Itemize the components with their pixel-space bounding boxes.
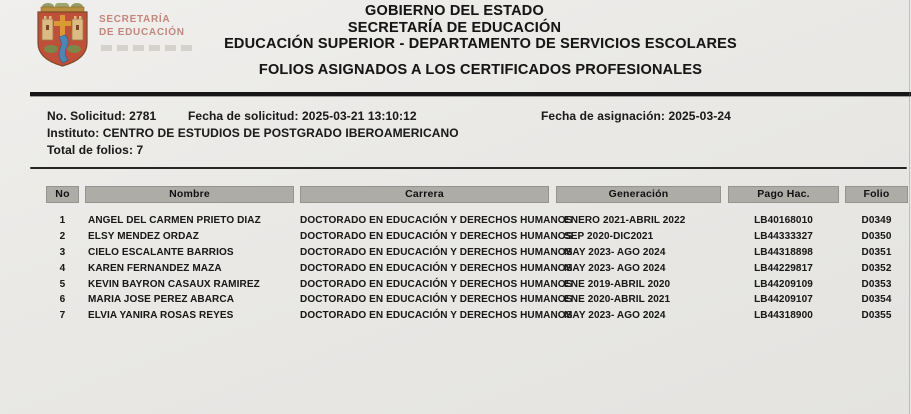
header-line-secretaria: SECRETARÍA DE EDUCACIÓN [347,19,562,36]
total-folios-value: 7 [136,143,144,157]
column-header-carrera: Carrera [300,186,549,203]
solicitud-value: 2781 [129,109,157,123]
column-header-no: No [46,186,79,203]
table-header-row [46,186,908,203]
cell-generacion: ENE 2020-ABRIL 2021 [564,294,671,306]
cell-generacion: MAY 2023- AGO 2024 [564,310,666,322]
cell-nombre: KAREN FERNANDEZ MAZA [88,262,222,274]
fecha-asignacion [541,109,731,123]
cell-carrera: DOCTORADO EN EDUCACIÓN Y DERECHOS HUMANOS [300,246,573,258]
cell-no: 6 [59,294,66,306]
cell-no: 5 [59,278,66,290]
cell-no: 7 [59,310,66,322]
cell-folio: D0349 [861,215,892,226]
logo-line2: DE EDUCACIÓN [99,27,185,38]
cell-folio: D0354 [861,294,892,306]
cell-carrera: DOCTORADO EN EDUCACIÓN Y DERECHOS HUMANOS [300,215,573,226]
header-line-departamento: EDUCACIÓN SUPERIOR - DEPARTAMENTO DE SERVICIOS ESCOLARES [224,36,737,52]
table-row [46,292,908,308]
instituto-value: CENTRO DE ESTUDIOS DE POSTGRADO IBEROAMERICANO [102,126,459,140]
table-row [46,308,908,324]
logo-line1: SECRETARÍA [99,14,171,25]
cell-pago: LB44229817 [754,262,813,274]
info-divider-thin [30,167,907,169]
cell-carrera: DOCTORADO EN EDUCACIÓN Y DERECHOS HUMANOS [300,278,573,290]
page-title: FOLIOS ASIGNADOS A LOS CERTIFICADOS PROFESIONALES [258,61,703,78]
cell-nombre: ELSY MENDEZ ORDAZ [88,230,199,242]
fecha-asignacion-value: 2025-03-24 [668,109,731,123]
cell-nombre: CIELO ESCALANTE BARRIOS [88,246,234,258]
table-row [46,261,908,277]
cell-nombre: ELVIA YANIRA ROSAS REYES [88,310,234,322]
solicitud-label: No. Solicitud: [47,109,126,123]
cell-generacion: ENERO 2021-ABRIL 2022 [564,215,686,226]
cell-folio: D0355 [861,310,892,322]
cell-pago: LB44209109 [754,278,813,290]
cell-generacion: MAY 2023- AGO 2024 [564,246,666,258]
column-header-pago-hac: Pago Hac. [728,186,839,203]
cell-nombre: KEVIN BAYRON CASAUX RAMIREZ [88,278,260,290]
total-folios [47,143,143,157]
cell-pago: LB40168010 [754,215,813,226]
fecha-solicitud [188,109,417,123]
table-row [46,245,908,261]
cell-folio: D0353 [861,278,892,290]
cell-carrera: DOCTORADO EN EDUCACIÓN Y DERECHOS HUMANOS [300,294,573,306]
column-header-generacion: Generación [556,186,721,203]
cell-no: 1 [59,215,66,226]
cell-no: 3 [59,246,66,258]
table-row [46,213,908,229]
cell-no: 4 [59,262,66,274]
cell-pago: LB44209107 [754,294,813,306]
fecha-asignacion-label: Fecha de asignación: [541,109,666,123]
cell-generacion: SEP 2020-DIC2021 [564,230,654,242]
cell-folio: D0350 [861,230,892,242]
fecha-solicitud-label: Fecha de solicitud: [188,109,299,123]
total-folios-label: Total de folios: [47,143,134,157]
cell-carrera: DOCTORADO EN EDUCACIÓN Y DERECHOS HUMANOS [300,262,573,274]
scan-edge-artifact [909,0,910,414]
instituto [47,126,459,140]
cell-pago: LB44318900 [754,310,813,322]
cell-generacion: MAY 2023- AGO 2024 [564,262,666,274]
cell-no: 2 [59,230,66,242]
cell-folio: D0352 [861,262,892,274]
cell-pago: LB44333327 [754,230,813,242]
folios-table [46,186,908,324]
table-row [46,229,908,245]
solicitud-number [47,109,156,123]
cell-generacion: ENE 2019-ABRIL 2020 [564,278,671,290]
column-header-folio: Folio [845,186,908,203]
cell-nombre: MARIA JOSE PEREZ ABARCA [88,294,235,306]
column-header-nombre: Nombre [85,186,294,203]
cell-carrera: DOCTORADO EN EDUCACIÓN Y DERECHOS HUMANOS [300,310,573,322]
table-body [46,213,908,324]
header-divider-thick [30,92,911,96]
fecha-solicitud-value: 2025-03-21 13:10:12 [302,109,417,123]
instituto-label: Instituto: [47,126,100,140]
cell-pago: LB44318898 [754,246,813,258]
cell-nombre: ANGEL DEL CARMEN PRIETO DIAZ [88,215,261,226]
header-line-gobierno: GOBIERNO DEL ESTADO [365,3,544,19]
cell-folio: D0351 [861,246,892,258]
table-row [46,277,908,293]
cell-carrera: DOCTORADO EN EDUCACIÓN Y DERECHOS HUMANOS [300,230,573,242]
letterhead [0,3,911,78]
